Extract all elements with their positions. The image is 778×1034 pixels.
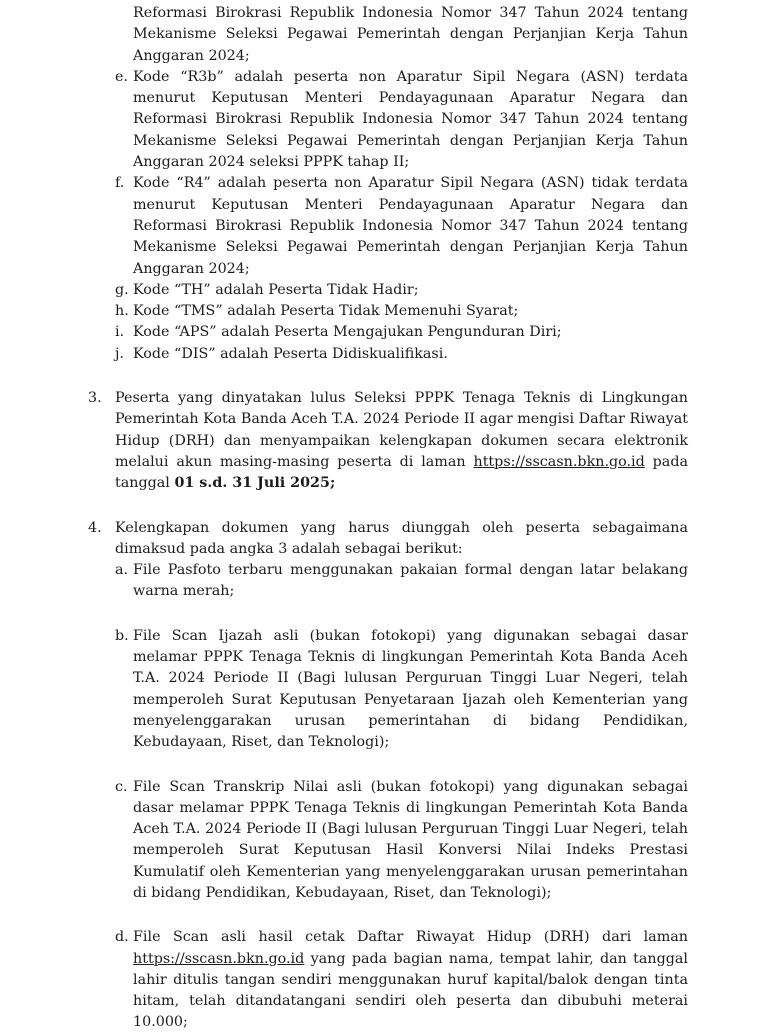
code-item-e (0, 67, 688, 173)
item-intro: Kelengkapan dokumen yang harus diunggah oleh peserta sebagaimana dimaksud pada angka 3 adalah sebagai berikut: (115, 519, 688, 557)
code-item-label: f. (115, 175, 125, 192)
document-item-d (0, 927, 688, 1033)
item-number: 3. (88, 390, 102, 407)
code-item-text: Kode “TMS” adalah Peserta Tidak Memenuhi Syarat; (133, 303, 519, 320)
code-item-h (0, 301, 688, 322)
document-page (0, 3, 778, 1034)
code-item-j (0, 344, 688, 365)
sscasn-link[interactable]: https://sscasn.bkn.go.id (133, 950, 305, 967)
sub-item-label: c. (115, 778, 128, 795)
item-text-end: ; (329, 475, 336, 492)
item-text: pada tanggal (115, 453, 688, 492)
sub-item-text: File Scan Ijazah asli (bukan fotokopi) yang digunakan sebagai dasar melamar PPPK Tenaga Teknis di lingkungan Pemerintah Kota Banda Aceh T.A. 2024 Periode II (Bagi lulusan Perguruan Tinggi Luar Negeri, telah memperoleh Surat Keputusan Penyetaraan Ijazah oleh Kementerian yang menyelenggarakan urusan pemerintahan di bidang Pendidikan, Kebudayaan, Riset, dan Teknologi); (133, 627, 688, 751)
document-item-c (0, 777, 688, 905)
code-item-text: Kode “TH” adalah Peserta Tidak Hadir; (133, 281, 419, 298)
code-item-i (0, 322, 688, 343)
code-item-text: Kode “APS” adalah Peserta Mengajukan Pengunduran Diri; (133, 324, 562, 341)
registration-date: 01 s.d. 31 Juli 2025 (174, 475, 330, 492)
continuation-paragraph: Reformasi Birokrasi Republik Indonesia Nomor 347 Tahun 2024 tentang Mekanisme Seleksi Pegawai Pemerintah dengan Perjanjian Kerja Tahun Anggaran 2024; (133, 5, 688, 64)
code-item-label: h. (115, 303, 129, 320)
sub-item-text: File Scan asli hasil cetak Daftar Riwayat Hidup (DRH) dari laman (133, 929, 688, 946)
sub-item-text: yang pada bagian nama, tempat lahir, dan tanggal lahir ditulis tangan sendiri menggunakan huruf kapital/balok dengan tinta hitam, telah ditandatangani sendiri oleh peserta dan dibubuhi meterai 10.000; (133, 950, 689, 1031)
document-item-a (0, 560, 688, 603)
numbered-item-4 (0, 518, 688, 561)
sub-item-label: d. (115, 929, 129, 946)
code-item-text: Kode “R3b” adalah peserta non Aparatur Sipil Negara (ASN) terdata menurut Keputusan Menteri Pendayagunaan Aparatur Negara dan Reformasi Birokrasi Republik Indonesia Nomor 347 Tahun 2024 tentang Mekanisme Seleksi Pegawai Pemerintah dengan Perjanjian Kerja Tahun Anggaran 2024 seleksi PPPK tahap II; (133, 68, 688, 171)
sub-item-label: b. (115, 627, 129, 644)
sscasn-link[interactable]: https://sscasn.bkn.go.id (473, 453, 645, 470)
sub-item-label: a. (115, 562, 129, 579)
code-item-f (0, 173, 688, 279)
item-text: Peserta yang dinyatakan lulus Seleksi PPPK Tenaga Teknis di Lingkungan Pemerintah Kota Banda Aceh T.A. 2024 Periode II agar mengisi Daftar Riwayat Hidup (DRH) dan menyampaikan kelengkapan dokumen secara elektronik melalui akun masing-masing peserta di laman (115, 390, 688, 470)
code-item-label: i. (115, 324, 125, 341)
code-item-text: Kode “DIS” adalah Peserta Didiskualifikasi. (133, 345, 448, 362)
document-item-b (0, 626, 688, 754)
code-item-g (0, 280, 688, 301)
numbered-item-3 (0, 388, 688, 494)
sub-item-text: File Pasfoto terbaru menggunakan pakaian formal dengan latar belakang warna merah; (133, 562, 688, 600)
sub-item-text: File Scan Transkrip Nilai asli (bukan fotokopi) yang digunakan sebagai dasar melamar PPPK Tenaga Teknis di lingkungan Pemerintah Kota Banda Aceh T.A. 2024 Periode II (Bagi lulusan Perguruan Tinggi Luar Negeri, telah memperoleh Surat Keputusan Hasil Konversi Nilai Indeks Prestasi Kumulatif oleh Kementerian yang menyelenggarakan urusan pemerintahan di bidang Pendidikan, Kebudayaan, Riset, dan Teknologi); (133, 778, 688, 901)
code-item-label: g. (115, 281, 129, 298)
code-item-label: e. (115, 68, 129, 85)
code-item-label: j. (115, 345, 124, 362)
item-number: 4. (88, 519, 102, 536)
code-item-text: Kode “R4” adalah peserta non Aparatur Sipil Negara (ASN) tidak terdata menurut Keputusan Menteri Pendayagunaan Aparatur Negara dan Reformasi Birokrasi Republik Indonesia Nomor 347 Tahun 2024 tentang Mekanisme Seleksi Pegawai Pemerintah dengan Perjanjian Kerja Tahun Anggaran 2024; (133, 175, 688, 277)
